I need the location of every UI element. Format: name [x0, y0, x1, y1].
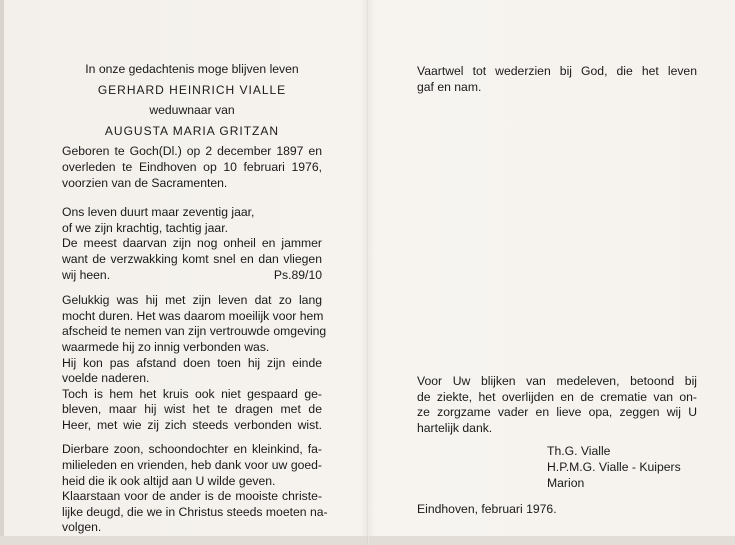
deceased-name: GERHARD HEINRICH VIALLE	[97, 82, 287, 97]
signatures-block	[417, 444, 697, 491]
signature-line: Marion	[547, 475, 585, 490]
paragraph-thanks-family	[62, 442, 328, 536]
farewell-block	[417, 64, 697, 95]
psalm-line: of we zijn krachtig, tachtig jaar.	[62, 220, 228, 235]
farewell-line: Vaartwel tot wederzien bij God, die het leven	[417, 64, 697, 78]
intro-line: In onze gedachtenis moge blijven leven	[85, 62, 299, 76]
card-left-edge	[0, 0, 4, 545]
psalm-last-line: wij heen.	[62, 267, 111, 282]
widower-of: weduwnaar van	[149, 103, 235, 118]
farewell-line: gaf en nam.	[417, 79, 482, 94]
spouse-name: AUGUSTA MARIA GRITZAN	[104, 123, 280, 138]
paragraph-line: voelde naderen.	[62, 371, 150, 386]
psalm-line: want de verzwakking komt snel en dan vliegen	[62, 251, 322, 266]
left-page	[62, 62, 328, 536]
paragraph-line: heid die ik ook altijd aan U wilde geven.	[62, 473, 276, 488]
birth-death-line: Geboren te Goch(Dl.) op 2 december 1897 en	[62, 144, 322, 159]
place-date: Eindhoven, februari 1976.	[417, 502, 557, 517]
paragraph-line: volgen.	[62, 520, 102, 535]
paragraph-line: afscheid te nemen van zijn vertrouwde omgeving	[62, 324, 327, 339]
paragraph-line: Klaarstaan voor de ander is de mooiste christe-	[62, 489, 322, 504]
psalm-line: De meest daarvan zijn nog onheil en jammer	[62, 236, 322, 251]
card-fold	[367, 0, 369, 545]
thanks-line: ze zorgzame vader en lieve opa, zeggen wij U	[417, 405, 697, 420]
paragraph-line: Heer, met wie zij zich steeds verbonden wist.	[62, 417, 322, 432]
paragraph-line: Gelukkig was hij met zijn leven dat zo lang	[62, 293, 322, 308]
right-page-lower	[417, 374, 697, 518]
paragraph-line: Dierbare zoon, schoondochter en kleinkind, fa-	[62, 442, 322, 457]
signature-line: Th.G. Vialle	[547, 444, 611, 459]
signature-line: H.P.M.G. Vialle - Kuipers	[547, 459, 681, 474]
psalm-line: Ons leven duurt maar zeventig jaar,	[62, 205, 255, 220]
psalm-block	[62, 205, 322, 283]
psalm-reference: Ps.89/10	[273, 267, 322, 282]
paragraph-line: mocht duren. Het was daarom moeilijk voor hem	[62, 308, 324, 323]
thanks-block	[417, 374, 697, 436]
thanks-line: de ziekte, het overlijden en de crematie van on-	[417, 389, 697, 404]
thanks-line: hartelijk dank.	[417, 420, 493, 435]
birth-death-block	[62, 144, 322, 191]
paragraph-line: waarmede hij zo innig verbonden was.	[62, 339, 270, 354]
birth-death-line: overleden te Eindhoven op 10 februari 1976,	[62, 159, 322, 174]
paragraph-line: milieleden en vrienden, heb dank voor uw goed-	[62, 458, 322, 473]
birth-death-line: voorzien van de Sacramenten.	[62, 175, 228, 190]
paragraph-line: Hij kon pas afstand doen toen hij zijn einde	[62, 355, 322, 370]
paragraph-line: bleven, maar hij wist het te dragen met de	[62, 402, 322, 417]
paragraph-life	[62, 293, 327, 433]
paragraph-line: lijke deugd, die we in Christus steeds moeten na-	[62, 504, 328, 519]
right-page	[417, 64, 697, 95]
paragraph-line: Toch is hem het kruis ook niet gespaard ge-	[62, 386, 322, 401]
thanks-line: Voor Uw blijken van medeleven, betoond bij	[417, 374, 697, 388]
